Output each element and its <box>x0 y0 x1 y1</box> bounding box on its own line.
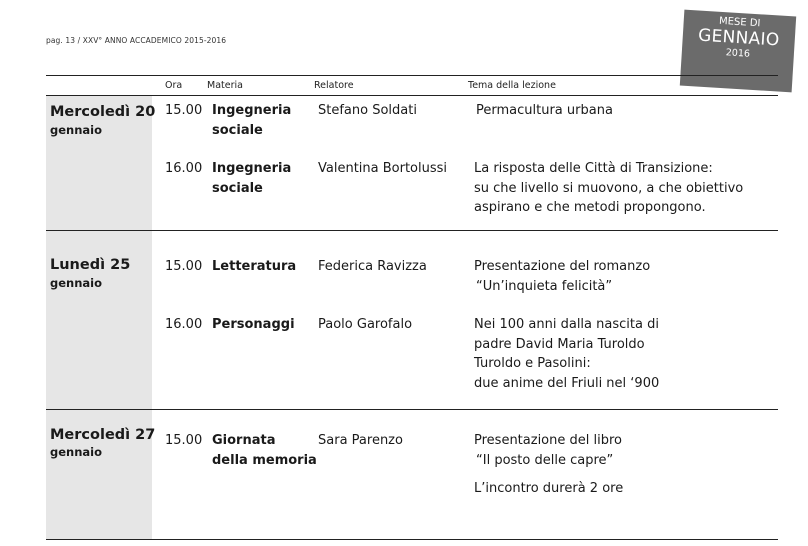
topic-line: Permacultura urbana <box>476 103 613 118</box>
day-title: Mercoledì 20 <box>50 104 156 120</box>
badge-line-1: MESE DI <box>718 15 761 30</box>
topic-line: padre David Maria Turoldo <box>474 336 645 352</box>
table-bottom-rule <box>46 539 778 540</box>
column-header-subject: Materia <box>207 80 243 91</box>
lesson-subject <box>212 257 312 277</box>
lesson-time: 15.00 <box>165 433 203 448</box>
topic-line: aspirano e che metodi propongono. <box>474 200 706 215</box>
subject-line: sociale <box>212 180 263 196</box>
day-month: gennaio <box>50 276 103 290</box>
day-divider <box>46 409 778 410</box>
lesson-topic <box>476 101 776 121</box>
page-reference: pag. 13 / XXV° ANNO ACCADEMICO 2015-2016 <box>46 36 227 45</box>
header-rule <box>46 95 778 96</box>
lesson-time: 15.00 <box>165 259 203 274</box>
lesson-topic <box>474 431 774 470</box>
lesson-time: 15.00 <box>165 103 203 118</box>
topic-line: “Un’inquieta felicità” <box>476 278 613 294</box>
day-title: Mercoledì 27 <box>50 427 156 443</box>
subject-line: Ingegneria <box>212 161 292 176</box>
subject-line: della memoria <box>212 452 317 468</box>
lesson-time: 16.00 <box>165 161 203 176</box>
topic-line: Nei 100 anni dalla nascita di <box>474 317 659 332</box>
lesson-topic <box>474 159 774 218</box>
lesson-speaker: Valentina Bortolussi <box>318 161 448 176</box>
column-header-time: Ora <box>165 80 183 91</box>
lesson-speaker: Sara Parenzo <box>318 433 403 448</box>
lesson-topic <box>474 257 774 296</box>
lesson-subject <box>212 159 312 198</box>
lesson-note: L’incontro durerà 2 ore <box>474 481 624 496</box>
subject-line: Giornata <box>212 433 276 448</box>
topic-line: La risposta delle Città di Transizione: <box>474 161 713 176</box>
subject-line: sociale <box>212 122 263 138</box>
lesson-subject <box>212 431 317 470</box>
column-header-topic: Tema della lezione <box>468 80 556 91</box>
topic-line: su che livello si muovono, a che obiettivo <box>474 180 744 196</box>
topic-line: Turoldo e Pasolini: <box>474 356 591 371</box>
table-top-rule <box>46 75 778 76</box>
subject-line: Letteratura <box>212 259 297 274</box>
lesson-speaker: Paolo Garofalo <box>318 317 413 332</box>
column-header-speaker: Relatore <box>314 80 354 91</box>
lesson-subject <box>212 101 312 140</box>
lesson-topic <box>474 315 774 393</box>
lesson-speaker: Federica Ravizza <box>318 259 427 274</box>
lesson-speaker: Stefano Soldati <box>318 103 417 118</box>
subject-line: Personaggi <box>212 317 295 332</box>
subject-line: Ingegneria <box>212 103 292 118</box>
day-month: gennaio <box>50 445 103 459</box>
badge-month: GENNAIO <box>697 25 781 51</box>
day-column-band <box>46 96 152 540</box>
lesson-subject <box>212 315 312 335</box>
day-month: gennaio <box>50 123 103 137</box>
topic-line: Presentazione del romanzo <box>474 259 651 274</box>
badge-year: 2016 <box>725 47 751 60</box>
lesson-time: 16.00 <box>165 317 203 332</box>
topic-line: Presentazione del libro <box>474 433 622 448</box>
topic-line: due anime del Friuli nel ‘900 <box>474 375 660 391</box>
day-title: Lunedì 25 <box>50 257 131 273</box>
topic-line: “Il posto delle capre” <box>476 452 614 468</box>
day-divider <box>46 230 778 231</box>
month-badge <box>680 10 796 93</box>
